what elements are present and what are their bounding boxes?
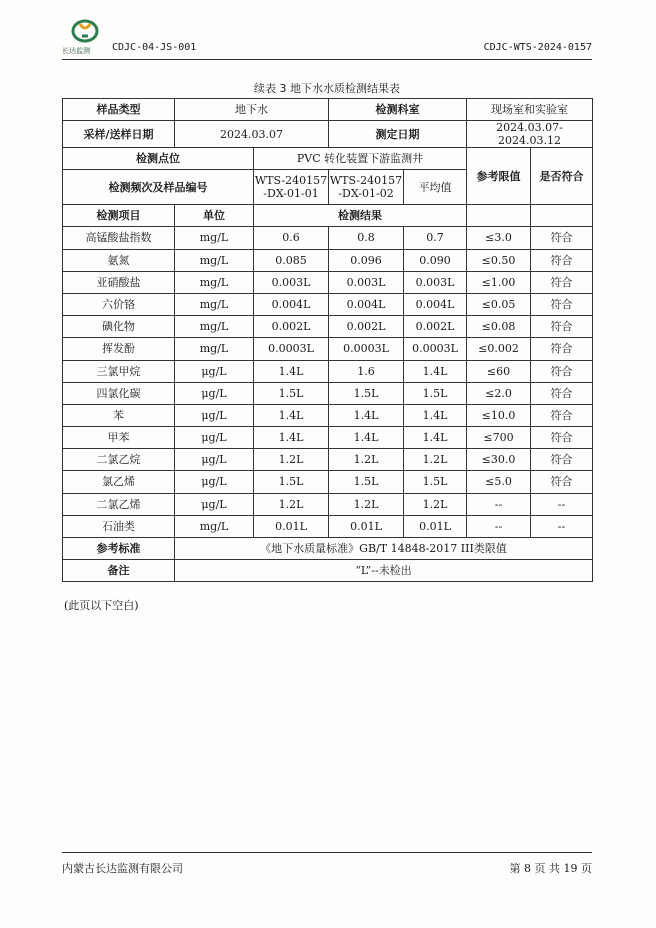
table-row xyxy=(63,515,593,537)
result-1: 1.4L xyxy=(254,427,329,449)
standard-value: 《地下水质量标准》GB/T 14848-2017 III类限值 xyxy=(175,538,593,560)
limit: ≤2.0 xyxy=(467,382,531,404)
limit: ≤3.0 xyxy=(467,227,531,249)
unit: mg/L xyxy=(175,338,254,360)
remark-label: 备注 xyxy=(63,560,175,582)
average: 1.2L xyxy=(404,449,467,471)
result-1: 1.2L xyxy=(254,493,329,515)
limit: ≤0.002 xyxy=(467,338,531,360)
limit: ≤0.05 xyxy=(467,293,531,315)
result-1: 1.4L xyxy=(254,360,329,382)
unit: μg/L xyxy=(175,404,254,426)
footer-rule xyxy=(62,852,592,853)
page-header xyxy=(62,18,592,60)
average: 0.7 xyxy=(404,227,467,249)
sample-type-label: 样品类型 xyxy=(63,99,175,121)
table-row xyxy=(63,249,593,271)
sample-id-2: WTS-240157 -DX-01-02 xyxy=(329,170,404,205)
unit: mg/L xyxy=(175,293,254,315)
item-name: 苯 xyxy=(63,404,175,426)
result-1: 0.6 xyxy=(254,227,329,249)
average: 1.5L xyxy=(404,382,467,404)
unit: μg/L xyxy=(175,360,254,382)
conformity: 符合 xyxy=(531,449,593,471)
sampling-date-label: 采样/送样日期 xyxy=(63,121,175,148)
item-name: 氯乙烯 xyxy=(63,471,175,493)
item-name: 亚硝酸盐 xyxy=(63,271,175,293)
result-2: 0.8 xyxy=(329,227,404,249)
average: 0.004L xyxy=(404,293,467,315)
unit: μg/L xyxy=(175,449,254,471)
dept-label: 检测科室 xyxy=(329,99,467,121)
table-row xyxy=(63,427,593,449)
conformity: -- xyxy=(531,493,593,515)
result-1: 1.2L xyxy=(254,449,329,471)
limit: ≤60 xyxy=(467,360,531,382)
conformity: -- xyxy=(531,515,593,537)
table-row xyxy=(63,227,593,249)
result-2: 1.4L xyxy=(329,404,404,426)
limit: ≤0.50 xyxy=(467,249,531,271)
limit: -- xyxy=(467,515,531,537)
table-row xyxy=(63,293,593,315)
result-2: 1.2L xyxy=(329,449,404,471)
average: 1.5L xyxy=(404,471,467,493)
table-row xyxy=(63,471,593,493)
average: 0.090 xyxy=(404,249,467,271)
conformity: 符合 xyxy=(531,293,593,315)
result-1: 0.002L xyxy=(254,316,329,338)
result-1: 0.085 xyxy=(254,249,329,271)
results-table xyxy=(62,98,593,582)
unit: mg/L xyxy=(175,227,254,249)
result-2: 1.2L xyxy=(329,493,404,515)
conformity: 符合 xyxy=(531,271,593,293)
footer-page: 第 8 页 共 19 页 xyxy=(509,862,592,875)
item-name: 三氯甲烷 xyxy=(63,360,175,382)
limit: ≤700 xyxy=(467,427,531,449)
result-2: 1.6 xyxy=(329,360,404,382)
table-row xyxy=(63,382,593,404)
conformity: 符合 xyxy=(531,404,593,426)
sample-id-1: WTS-240157 -DX-01-01 xyxy=(254,170,329,205)
average: 0.01L xyxy=(404,515,467,537)
point-label: 检测点位 xyxy=(63,148,254,170)
table-row xyxy=(63,271,593,293)
result-2: 0.096 xyxy=(329,249,404,271)
result-1: 0.01L xyxy=(254,515,329,537)
average: 0.003L xyxy=(404,271,467,293)
conformity: 符合 xyxy=(531,316,593,338)
conformity: 符合 xyxy=(531,382,593,404)
table-caption: 续表 3 地下水水质检测结果表 xyxy=(254,82,400,95)
table-row xyxy=(63,449,593,471)
unit: mg/L xyxy=(175,316,254,338)
conformity: 符合 xyxy=(531,249,593,271)
conformity: 符合 xyxy=(531,338,593,360)
result-2: 0.002L xyxy=(329,316,404,338)
dept-value: 现场室和实验室 xyxy=(467,99,593,121)
standard-label: 参考标准 xyxy=(63,538,175,560)
result-1: 1.4L xyxy=(254,404,329,426)
item-name: 氨氮 xyxy=(63,249,175,271)
unit: μg/L xyxy=(175,427,254,449)
table-row xyxy=(63,338,593,360)
conformity: 符合 xyxy=(531,360,593,382)
conform-header: 是否符合 xyxy=(531,148,593,205)
result-2: 1.4L xyxy=(329,427,404,449)
table-row xyxy=(63,493,593,515)
sample-type-value: 地下水 xyxy=(175,99,329,121)
conform-spacer xyxy=(531,205,593,227)
result-2: 0.01L xyxy=(329,515,404,537)
average: 1.4L xyxy=(404,404,467,426)
average: 0.002L xyxy=(404,316,467,338)
table-row xyxy=(63,316,593,338)
result-1: 1.5L xyxy=(254,471,329,493)
blank-note: (此页以下空白) xyxy=(64,599,139,612)
remark-value: “L”--未检出 xyxy=(175,560,593,582)
unit: μg/L xyxy=(175,493,254,515)
item-name: 甲苯 xyxy=(63,427,175,449)
unit: mg/L xyxy=(175,249,254,271)
limit: ≤1.00 xyxy=(467,271,531,293)
result-1: 0.003L xyxy=(254,271,329,293)
unit: μg/L xyxy=(175,382,254,404)
doc-code-right: CDJC-WTS-2024-0157 xyxy=(483,42,592,53)
item-name: 二氯乙烯 xyxy=(63,493,175,515)
item-name: 二氯乙烷 xyxy=(63,449,175,471)
doc-code-left: CDJC-04-JS-001 xyxy=(112,42,197,53)
sampling-date-value: 2024.03.07 xyxy=(175,121,329,148)
result-2: 1.5L xyxy=(329,471,404,493)
limit: ≤0.08 xyxy=(467,316,531,338)
result-2: 0.004L xyxy=(329,293,404,315)
footer-company: 内蒙古长达监测有限公司 xyxy=(62,862,183,875)
item-name: 四氯化碳 xyxy=(63,382,175,404)
average: 1.4L xyxy=(404,427,467,449)
limit-spacer xyxy=(467,205,531,227)
limit: ≤30.0 xyxy=(467,449,531,471)
limit: -- xyxy=(467,493,531,515)
item-name: 六价铬 xyxy=(63,293,175,315)
table-row xyxy=(63,404,593,426)
result-2: 1.5L xyxy=(329,382,404,404)
conformity: 符合 xyxy=(531,427,593,449)
unit: mg/L xyxy=(175,515,254,537)
conformity: 符合 xyxy=(531,471,593,493)
result-1: 1.5L xyxy=(254,382,329,404)
item-name: 石油类 xyxy=(63,515,175,537)
point-value: PVC 转化装置下游监测井 xyxy=(254,148,467,170)
result-2: 0.003L xyxy=(329,271,404,293)
result-1: 0.004L xyxy=(254,293,329,315)
logo-text: 长达监测 xyxy=(62,47,90,55)
item-name: 碘化物 xyxy=(63,316,175,338)
average: 1.4L xyxy=(404,360,467,382)
average: 0.0003L xyxy=(404,338,467,360)
limit-header: 参考限值 xyxy=(467,148,531,205)
limit: ≤10.0 xyxy=(467,404,531,426)
unit: μg/L xyxy=(175,471,254,493)
table-row xyxy=(63,360,593,382)
result-2: 0.0003L xyxy=(329,338,404,360)
item-name: 高锰酸盐指数 xyxy=(63,227,175,249)
item-name: 挥发酚 xyxy=(63,338,175,360)
result-1: 0.0003L xyxy=(254,338,329,360)
unit: mg/L xyxy=(175,271,254,293)
item-header: 检测项目 xyxy=(63,205,175,227)
conformity: 符合 xyxy=(531,227,593,249)
freq-label: 检测频次及样品编号 xyxy=(63,170,254,205)
limit: ≤5.0 xyxy=(467,471,531,493)
test-date-label: 测定日期 xyxy=(329,121,467,148)
average: 1.2L xyxy=(404,493,467,515)
header-rule xyxy=(62,59,592,60)
result-header: 检测结果 xyxy=(254,205,467,227)
unit-header: 单位 xyxy=(175,205,254,227)
test-date-value: 2024.03.07-2024.03.12 xyxy=(467,121,593,148)
avg-header: 平均值 xyxy=(404,170,467,205)
